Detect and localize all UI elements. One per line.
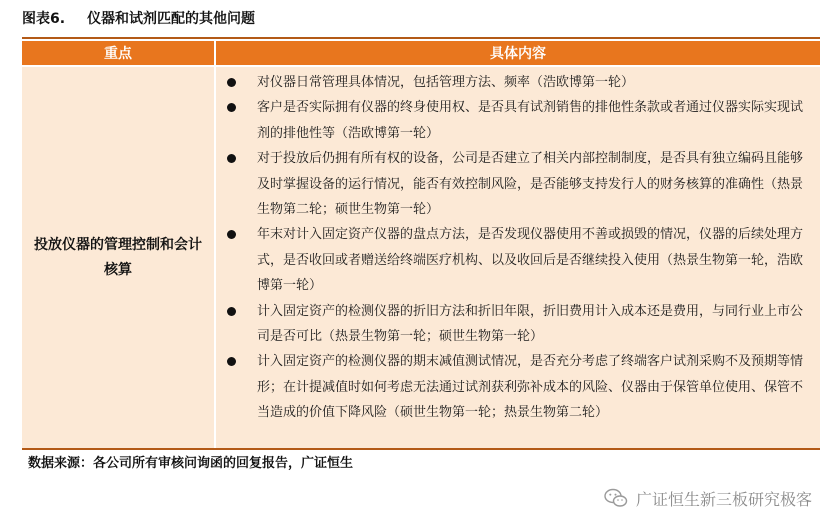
wechat-icon: [604, 488, 628, 508]
list-item: [216, 95, 820, 146]
bullet-icon: [227, 78, 236, 87]
bullet-icon: [227, 103, 236, 112]
list-item-text: 计入固定资产的检测仪器的期末减值测试情况，是否充分考虑了终端客户试剂采购不及预期等情形；在计提减值时如何考虑无法通过试剂获利弥补成本的风险、仪器由于保管单位使用、保管不当造成的价值下降风险（硕世生物第一轮；热景生物第二轮）: [257, 354, 804, 421]
list-item: [216, 222, 820, 298]
detail-list: [216, 70, 820, 426]
details-cell: [216, 67, 820, 448]
bullet-icon: [227, 154, 236, 163]
bullet-icon: [227, 357, 236, 366]
figure-title: 仪器和试剂匹配的其他问题: [87, 11, 256, 27]
data-source: 数据来源：各公司所有审核问询函的回复报告，广证恒生: [28, 456, 354, 471]
list-item-text: 对于投放后仍拥有所有权的设备，公司是否建立了相关内部控制制度，是否具有独立编码且能够及时掌握设备的运行情况，能否有效控制风险，是否能够支持发行人的财务核算的准确性（热景生物第二轮；硕世生物第一轮）: [257, 151, 804, 218]
column-divider: [214, 41, 216, 448]
key-point-cell: [22, 67, 214, 448]
key-point-text: 投放仪器的管理控制和会计核算: [34, 236, 202, 278]
bullet-icon: [227, 230, 236, 239]
list-item-text: 年末对计入固定资产仪器的盘点方法，是否发现仪器使用不善或损毁的情况，仪器的后续处理方式，是否收回或者赠送给终端医疗机构、以及收回后是否继续投入使用（热景生物第一轮，浩欧博第一轮）: [257, 227, 804, 294]
list-item-text: 对仪器日常管理具体情况，包括管理方法、频率（浩欧博第一轮）: [257, 75, 635, 90]
list-item: [216, 70, 820, 95]
bullet-icon: [227, 307, 236, 316]
table-top-rule: [22, 37, 820, 39]
list-item: [216, 146, 820, 222]
list-item: [216, 349, 820, 425]
list-item-text: 客户是否实际拥有仪器的终身使用权、是否具有试剂销售的排他性条款或者通过仪器实际实现试剂的排他性等（浩欧博第一轮）: [257, 100, 804, 141]
figure-number: 图表6.: [22, 11, 66, 27]
watermark: [604, 483, 812, 513]
header-key-point: 重点: [22, 41, 214, 65]
header-details: 具体内容: [216, 41, 820, 65]
list-item: [216, 299, 820, 350]
watermark-text: 广证恒生新三板研究极客: [635, 489, 812, 509]
figure-caption: [22, 6, 255, 32]
list-item-text: 计入固定资产的检测仪器的折旧方法和折旧年限，折旧费用计入成本还是费用，与同行业上市公司是否可比（热景生物第一轮；硕世生物第一轮）: [257, 303, 804, 345]
table-bottom-rule: [22, 448, 820, 450]
